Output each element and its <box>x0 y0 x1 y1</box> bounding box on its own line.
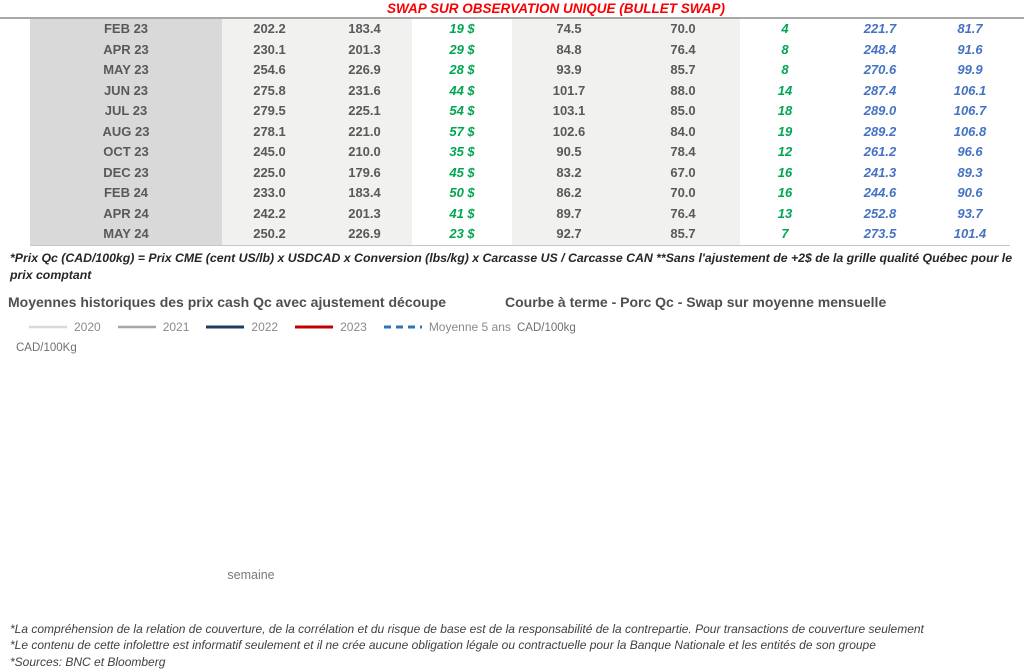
value-cell: 287.4 <box>830 81 930 102</box>
legend-item-2020 <box>28 320 101 334</box>
value-cell: 4 <box>740 19 830 40</box>
legend-swatch-icon <box>28 321 68 333</box>
value-cell: 12 <box>740 142 830 163</box>
value-cell: 67.0 <box>626 163 740 184</box>
month-cell: MAY 23 <box>30 60 222 81</box>
legend-label: 2020 <box>74 320 101 334</box>
value-cell: 103.1 <box>512 101 626 122</box>
value-cell: 106.8 <box>930 122 1010 143</box>
value-cell: 54 $ <box>412 101 512 122</box>
value-cell: 275.8 <box>222 81 317 102</box>
y-axis-unit-label: CAD/100Kg <box>16 342 77 354</box>
value-cell: 41 $ <box>412 204 512 225</box>
value-cell: 90.5 <box>512 142 626 163</box>
month-cell: APR 24 <box>30 204 222 225</box>
value-cell: 106.7 <box>930 101 1010 122</box>
value-cell: 29 $ <box>412 40 512 61</box>
value-cell: 202.2 <box>222 19 317 40</box>
chart-title: Moyennes historiques des prix cash Qc avec ajustement découpe <box>8 294 447 310</box>
value-cell: 231.6 <box>317 81 412 102</box>
value-cell: 70.0 <box>626 183 740 204</box>
value-cell: 19 $ <box>412 19 512 40</box>
value-cell: 102.6 <box>512 122 626 143</box>
value-cell: 70.0 <box>626 19 740 40</box>
value-cell: 84.0 <box>626 122 740 143</box>
footer-note-disclaimer-2: *Le contenu de cette infolettre est informatif seulement et il ne crée aucune obligation légale ou contractuelle pour la Banque Nationale et les entités de son groupe <box>10 638 876 653</box>
value-cell: 101.4 <box>930 224 1010 245</box>
value-cell: 250.2 <box>222 224 317 245</box>
value-cell: 183.4 <box>317 19 412 40</box>
historical-cash-prices-chart <box>8 294 511 582</box>
month-cell: OCT 23 <box>30 142 222 163</box>
footer-note-sources: *Sources: BNC et Bloomberg <box>10 654 166 669</box>
value-cell: 83.2 <box>512 163 626 184</box>
value-cell: 233.0 <box>222 183 317 204</box>
month-cell: FEB 23 <box>30 19 222 40</box>
value-cell: 89.3 <box>930 163 1010 184</box>
forward-curve-chart <box>505 294 1024 536</box>
value-cell: 86.2 <box>512 183 626 204</box>
value-cell: 7 <box>740 224 830 245</box>
month-cell: JUN 23 <box>30 81 222 102</box>
month-cell: MAY 24 <box>30 224 222 245</box>
report-title: SWAP SUR OBSERVATION UNIQUE (BULLET SWAP) <box>386 1 725 16</box>
value-cell: 225.0 <box>222 163 317 184</box>
month-cell: FEB 24 <box>30 183 222 204</box>
value-cell: 226.9 <box>317 224 412 245</box>
value-cell: 84.8 <box>512 40 626 61</box>
value-cell: 85.7 <box>626 224 740 245</box>
value-cell: 90.6 <box>930 183 1010 204</box>
value-cell: 78.4 <box>626 142 740 163</box>
value-cell: 289.0 <box>830 101 930 122</box>
value-cell: 210.0 <box>317 142 412 163</box>
value-cell: 57 $ <box>412 122 512 143</box>
value-cell: 50 $ <box>412 183 512 204</box>
value-cell: 14 <box>740 81 830 102</box>
legend-label: 2022 <box>251 320 279 334</box>
legend-item-2023 <box>294 320 367 334</box>
chart-title: Courbe à terme - Porc Qc - Swap sur moyenne mensuelle <box>505 294 887 310</box>
legend-item-moyenne-5-ans <box>383 320 511 334</box>
month-cell: AUG 23 <box>30 122 222 143</box>
value-cell: 45 $ <box>412 163 512 184</box>
value-cell: 254.6 <box>222 60 317 81</box>
value-cell: 16 <box>740 163 830 184</box>
value-cell: 179.6 <box>317 163 412 184</box>
footer-notes <box>10 621 1016 670</box>
legend-swatch-icon <box>117 321 157 333</box>
value-cell: 76.4 <box>626 204 740 225</box>
value-cell: 35 $ <box>412 142 512 163</box>
value-cell: 278.1 <box>222 122 317 143</box>
legend-label: 2021 <box>162 320 190 334</box>
value-cell: 225.1 <box>317 101 412 122</box>
value-cell: 92.7 <box>512 224 626 245</box>
value-cell: 270.6 <box>830 60 930 81</box>
value-cell: 93.9 <box>512 60 626 81</box>
value-cell: 201.3 <box>317 40 412 61</box>
swap-table <box>30 19 1010 245</box>
value-cell: 241.3 <box>830 163 930 184</box>
line-chart-canvas <box>505 335 1024 531</box>
value-cell: 85.0 <box>626 101 740 122</box>
x-axis-label: semaine <box>227 568 275 582</box>
legend-swatch-icon <box>205 321 245 333</box>
y-axis-unit-label: CAD/100kg <box>517 322 576 334</box>
legend-swatch-icon <box>383 321 423 333</box>
value-cell: 44 $ <box>412 81 512 102</box>
legend-label: Moyenne 5 ans <box>428 320 511 334</box>
value-cell: 242.2 <box>222 204 317 225</box>
value-cell: 289.2 <box>830 122 930 143</box>
table-footnote: *Prix Qc (CAD/100kg) = Prix CME (cent US/lb) x USDCAD x Conversion (lbs/kg) x Carcasse US / Carcasse CAN **Sans l'ajustement de +2$ de la grille qualité Québec pour le prix comptant <box>10 251 1013 282</box>
value-cell: 99.9 <box>930 60 1010 81</box>
value-cell: 183.4 <box>317 183 412 204</box>
value-cell: 28 $ <box>412 60 512 81</box>
value-cell: 74.5 <box>512 19 626 40</box>
value-cell: 101.7 <box>512 81 626 102</box>
value-cell: 81.7 <box>930 19 1010 40</box>
legend-item-2022 <box>205 320 278 334</box>
legend-item-2021 <box>117 320 190 334</box>
value-cell: 91.6 <box>930 40 1010 61</box>
value-cell: 19 <box>740 122 830 143</box>
value-cell: 13 <box>740 204 830 225</box>
value-cell: 245.0 <box>222 142 317 163</box>
value-cell: 89.7 <box>512 204 626 225</box>
value-cell: 106.1 <box>930 81 1010 102</box>
line-chart-canvas <box>8 355 488 573</box>
value-cell: 8 <box>740 60 830 81</box>
value-cell: 201.3 <box>317 204 412 225</box>
value-cell: 252.8 <box>830 204 930 225</box>
value-cell: 244.6 <box>830 183 930 204</box>
month-cell: APR 23 <box>30 40 222 61</box>
value-cell: 248.4 <box>830 40 930 61</box>
value-cell: 93.7 <box>930 204 1010 225</box>
value-cell: 226.9 <box>317 60 412 81</box>
value-cell: 273.5 <box>830 224 930 245</box>
value-cell: 279.5 <box>222 101 317 122</box>
value-cell: 221.7 <box>830 19 930 40</box>
legend-label: 2023 <box>340 320 367 334</box>
value-cell: 230.1 <box>222 40 317 61</box>
chart-legend <box>8 320 511 334</box>
value-cell: 16 <box>740 183 830 204</box>
value-cell: 18 <box>740 101 830 122</box>
legend-swatch-icon <box>294 321 334 333</box>
footer-note-disclaimer-1: *La compréhension de la relation de couverture, de la corrélation et du risque de base est de la responsabilité de la contrepartie. Pour transactions de couverture seulement <box>10 622 924 636</box>
value-cell: 96.6 <box>930 142 1010 163</box>
value-cell: 85.7 <box>626 60 740 81</box>
month-cell: JUL 23 <box>30 101 222 122</box>
value-cell: 76.4 <box>626 40 740 61</box>
value-cell: 261.2 <box>830 142 930 163</box>
divider-bottom <box>30 245 1010 246</box>
value-cell: 8 <box>740 40 830 61</box>
value-cell: 23 $ <box>412 224 512 245</box>
month-cell: DEC 23 <box>30 163 222 184</box>
value-cell: 221.0 <box>317 122 412 143</box>
value-cell: 88.0 <box>626 81 740 102</box>
